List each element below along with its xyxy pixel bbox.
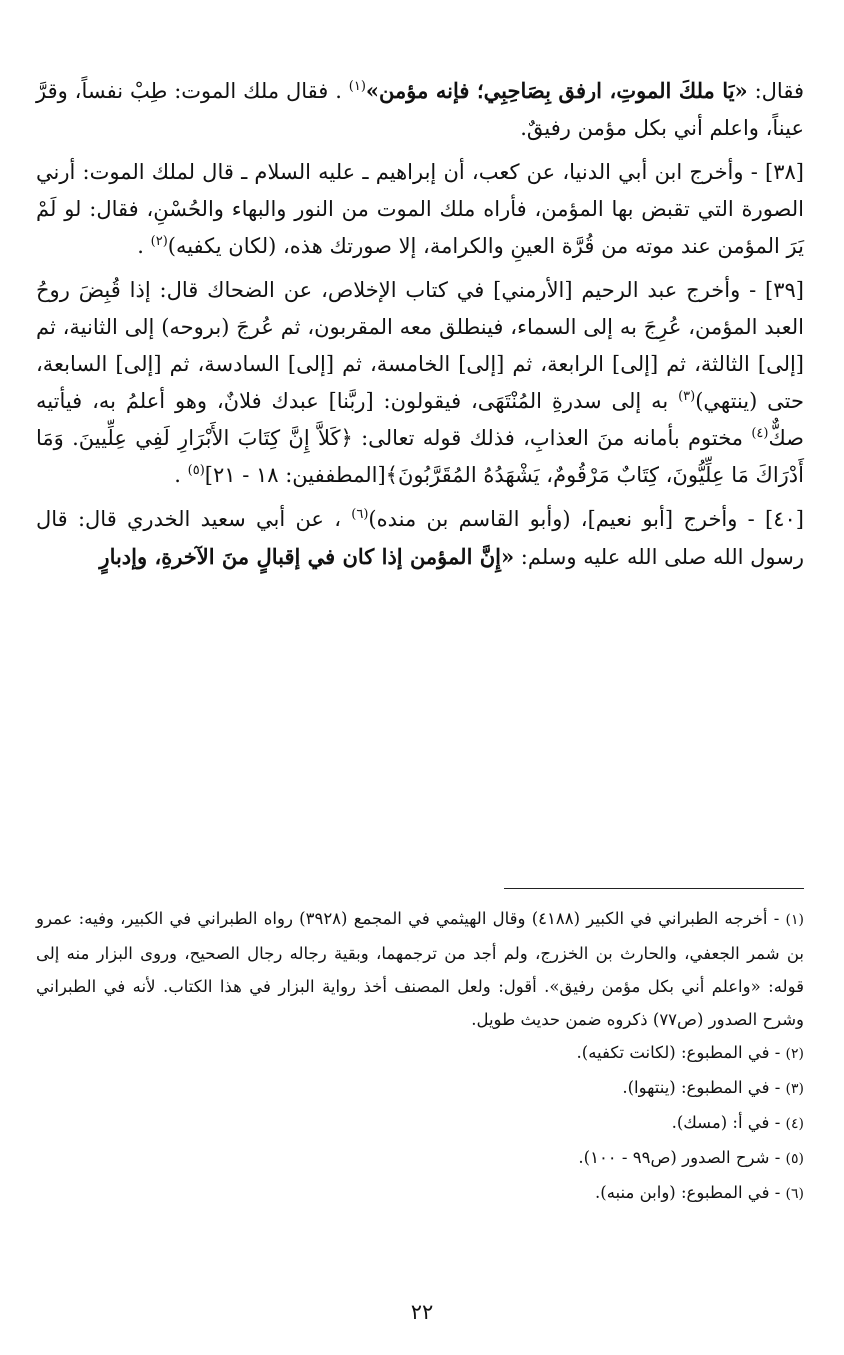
footnote-text: - في المطبوع: (وابن منبه). (595, 1183, 781, 1202)
text: فقال: (747, 79, 804, 103)
footnote (36, 1176, 804, 1211)
hadith-quote: «إِنَّ المؤمن إذا كان في إقبالٍ منَ الآخرةِ، وإدبارٍ (99, 544, 515, 569)
text: . (137, 234, 151, 258)
footnote-number: (٤) (785, 1116, 804, 1132)
footnote (36, 902, 804, 1036)
footnote-ref-6[interactable]: (٦) (351, 507, 369, 522)
footnote (36, 1106, 804, 1141)
text: [٣٨] - وأخرج ابن أبي الدنيا، عن كعب، أن إبراهيم ـ عليه السلام ـ قال لملك الموت: أرني الصورة التي تقبض بها المؤمن، فأراه ملك الموت من النور والبهاء والحُسْنِ، فقال: لو لَمْ يَرَ المؤمن عند موته من قُرَّة العينِ والكرامة، إلا صورتك هذه، (لكان يكفيه) (36, 160, 804, 258)
footnote-number: (٢) (785, 1046, 804, 1062)
footnote-ref-5[interactable]: (٥) (187, 463, 205, 478)
footnote-ref-4[interactable]: (٤) (751, 426, 769, 441)
paragraph-1 (36, 72, 804, 147)
footnote-ref-2[interactable]: (٢) (150, 234, 168, 249)
footnote-number: (٦) (785, 1186, 804, 1202)
footnote-ref-1[interactable]: (١) (348, 79, 366, 94)
page-number: ٢٢ (410, 1300, 434, 1324)
footnote-divider (504, 888, 804, 889)
paragraph-39 (36, 272, 804, 494)
footnote-text: - في المطبوع: (ينتهوا). (622, 1078, 781, 1097)
text: [٣٩] - وأخرج عبد الرحيم [الأرمني] في كتاب الإخلاص، عن الضحاك قال: إذا قُبِضَ روحُ العبد المؤمن، عُرِجَ به إلى السماء، فينطلق معه المقربون، ثم عُرجَ (بروحه) إلى الثانية، ثم [إلى] الثالثة، ثم [إلى] الرابعة، ثم [إلى] الخامسة، ثم [إلى] السادسة، ثم [إلى] السابعة، حتى (ينتهي) (36, 278, 804, 413)
paragraph-40 (36, 501, 804, 576)
footnote-text: - في المطبوع: (لكانت تكفيه). (576, 1043, 781, 1062)
footnote-number: (٥) (785, 1151, 804, 1167)
text: . (174, 463, 188, 487)
footnote-number: (٣) (785, 1081, 804, 1097)
text: . فقال ملك الموت: طِبْ نفساً، وقرَّ عيناً، واعلم أني بكل مؤمن رفيقٌ. (36, 79, 804, 140)
footnote-number: (١) (785, 912, 805, 928)
footnote-text: - في أ: (مسك). (671, 1113, 781, 1132)
paragraph-38 (36, 154, 804, 265)
footnote (36, 1036, 804, 1071)
main-text (36, 72, 804, 583)
text: به إلى سدرةِ المُنْتَهَى، فيقولون: [ربَّنا] عبدك فلانٌ، وهو أعلمُ به، فيأتيه صكٌّ (36, 389, 804, 450)
text: [٤٠] - وأخرج [أبو نعيم]، (وأبو القاسم بن منده) (368, 507, 804, 531)
footnote-text: - أخرجه الطبراني في الكبير (٤١٨٨) وقال الهيثمي في المجمع (٣٩٢٨) رواه الطبراني في الكبير، وفيه: عمرو بن شمر الجعفي، والحارث بن الخزرج، ولم أجد من ترجمهما، وبقية رجاله رجال الصحيح، وروى البزار منه إلى قوله: «واعلم أني بكل مؤمن رفيق». أقول: ولعل المصنف أخذ رواية البزار في هذا الكتاب. لأنه في الطبراني وشرح الصدور (ص٧٧) ذكروه ضمن حديث طويل. (36, 909, 804, 1029)
text: ، عن أبي سعيد الخدري قال: قال رسول الله صلى الله عليه وسلم: (36, 507, 804, 569)
footnote (36, 1141, 804, 1176)
footnote (36, 1071, 804, 1106)
hadith-quote: «يَا ملكَ الموتِ، ارفق بِصَاحِبِي؛ فإنه مؤمن» (365, 78, 748, 103)
footnote-ref-3[interactable]: (٣) (678, 389, 696, 404)
text: مختوم بأمانه منَ العذابِ، فذلك قوله تعالى: ﴿كَلاَّ إِنَّ كِتَابَ الأَبْرَارِ لَفِي عِلِّيينَ. وَمَا أَدْرَاكَ مَا عِلِّيُّونَ، كِتَابٌ مَرْقُومٌ، يَشْهَدُهُ المُقَرَّبُونَ﴾[المطففين: ١٨ - ٢١] (36, 426, 804, 487)
footnotes (36, 902, 804, 1211)
footnote-text: - شرح الصدور (ص٩٩ - ١٠٠). (578, 1148, 781, 1167)
